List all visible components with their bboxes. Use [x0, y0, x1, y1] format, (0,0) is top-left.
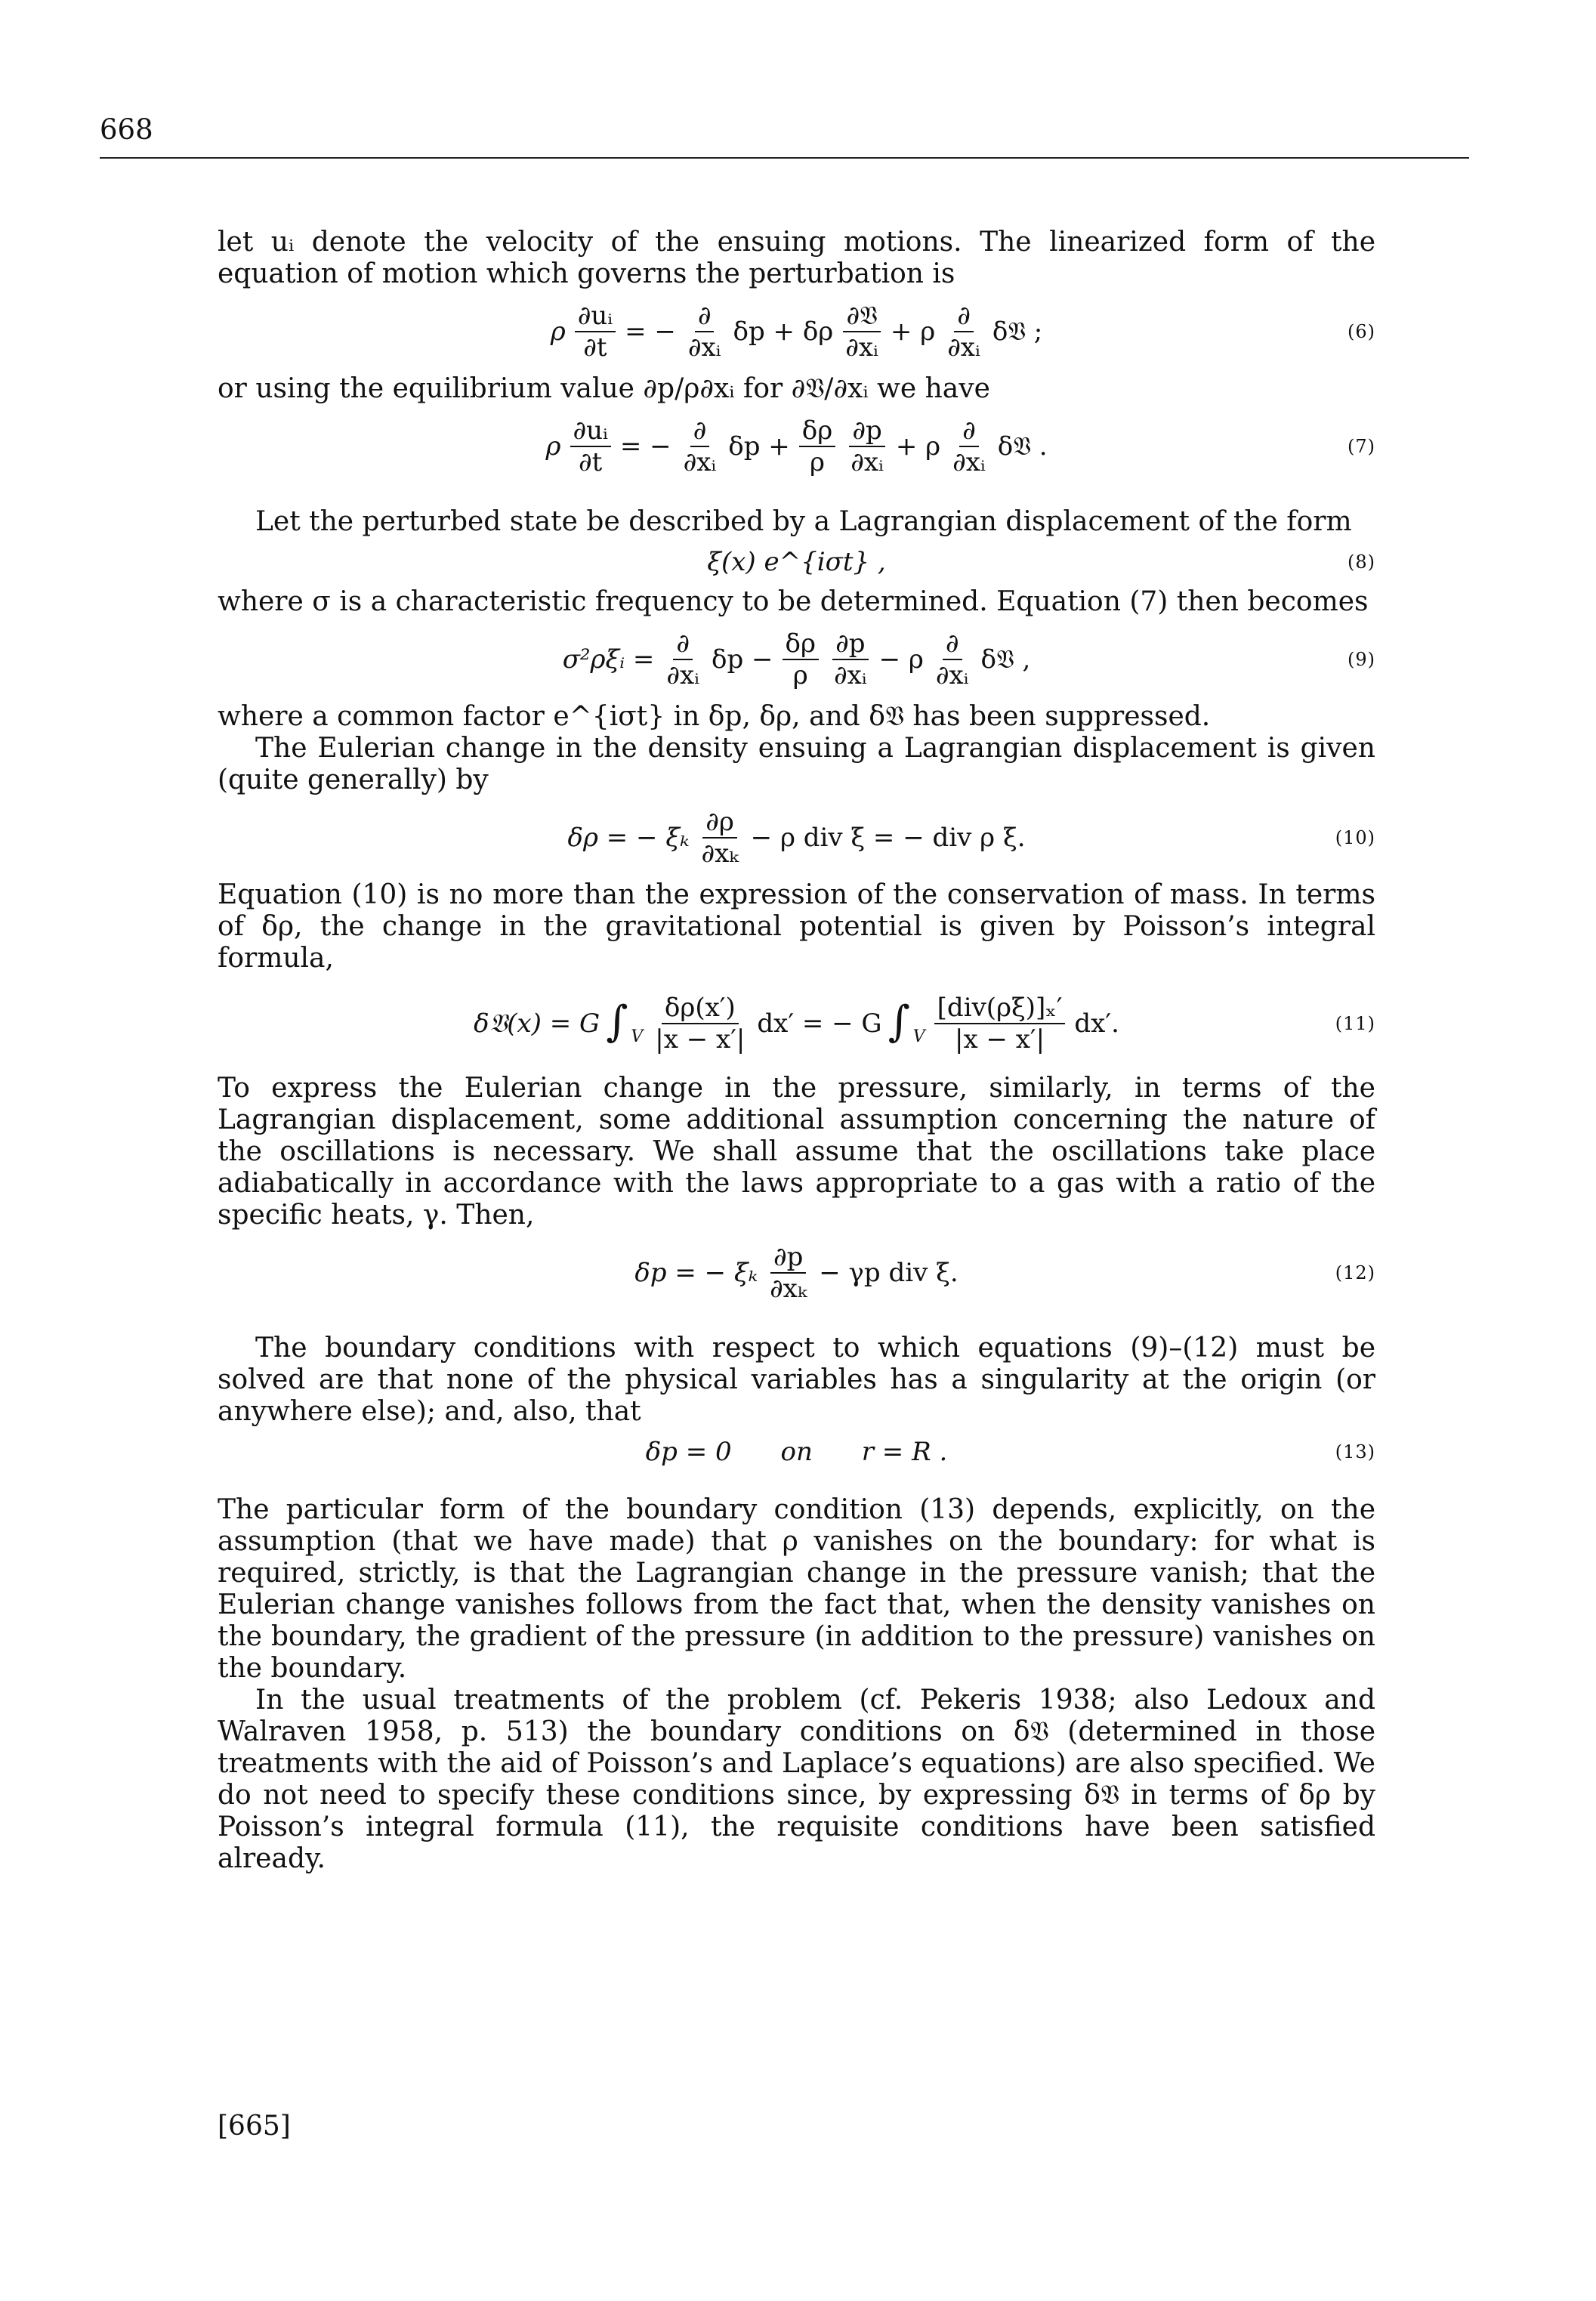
fraction-numerator: [div(ρξ)]ₓ′ — [934, 994, 1066, 1024]
eq-term: δp − — [712, 644, 773, 675]
integral-domain: V — [631, 1027, 644, 1046]
fraction — [934, 994, 1066, 1053]
equation-8 — [218, 538, 1375, 586]
paragraph: In the usual treatments of the problem (cf. Pekeris 1938; also Ledoux and Walraven 1958, p. 513) the boundary conditions on δ𝔙 (determined in those treatments with the aid of Poisson’s and Laplace’s equations) are also specified. We do not need to specify these conditions since, by expressing δ𝔙 in terms of δρ by Poisson’s integral formula (11), the requisite conditions have been satisfied already. — [218, 1685, 1375, 1874]
header-rule — [100, 157, 1469, 159]
integral-domain: V — [912, 1027, 925, 1046]
fraction — [663, 630, 702, 689]
equation-number: (8) — [1347, 551, 1375, 573]
eq-symbol: δp = − ξₖ — [634, 1258, 758, 1288]
fraction — [783, 630, 819, 689]
paragraph: The boundary conditions with respect to which equations (9)–(12) must be solved are that none of the physical variables has a singularity at the origin (or anywhere else); and, also, that — [218, 1333, 1375, 1427]
eq-term: dx′. — [1074, 1008, 1119, 1039]
fraction — [842, 302, 881, 361]
fraction-numerator: ∂p — [770, 1243, 806, 1274]
fraction-numerator: ∂ — [690, 417, 710, 447]
paragraph: To express the Eulerian change in the pressure, similarly, in terms of the Lagrangian displacement, some additional assumption concerning the nature of the oscillations is necessary. We shall assume that the oscillations take place adiabatically in accordance with the laws appropriate to a gas with a ratio of the specific heats, γ. Then, — [218, 1073, 1375, 1231]
fraction-numerator: ∂ — [954, 302, 974, 332]
eq-term: − ρ div ξ = − div ρ ξ. — [750, 823, 1026, 853]
fraction — [698, 808, 741, 867]
equation-13 — [218, 1428, 1375, 1476]
equation-9 — [218, 618, 1375, 701]
fraction — [831, 630, 870, 689]
fraction — [944, 302, 983, 361]
paragraph: The particular form of the boundary condition (13) depends, explicitly, on the assumption (that we have made) that ρ vanishes on the boundary: for what is required, strictly, is that the Lagrangian change in the pressure vanish; that the Eulerian change vanishes follows from the fact that, when the density vanishes on the boundary, the gradient of the pressure (in addition to the pressure) vanishes on the boundary. — [218, 1494, 1375, 1684]
eq-term: dx′ = − G — [757, 1008, 882, 1039]
equation-number: (6) — [1347, 321, 1375, 342]
fraction-numerator: ∂𝔙 — [843, 302, 880, 332]
fraction-denominator: ∂xᵢ — [683, 447, 717, 477]
equation-6 — [218, 290, 1375, 373]
fraction — [767, 1243, 810, 1302]
eq-term: δ𝔙 , — [980, 644, 1031, 675]
equation-10 — [218, 796, 1375, 879]
paragraph: let uᵢ denote the velocity of the ensuing motions. The linearized form of the equation of motion which governs the perturbation is — [218, 227, 1375, 289]
fraction-numerator: ∂ — [943, 630, 962, 660]
fraction-denominator: ∂xᵢ — [947, 332, 980, 363]
fraction-denominator: ∂xᵢ — [845, 332, 878, 363]
equals-sign: = − — [625, 317, 676, 347]
equation-number: (10) — [1335, 827, 1375, 848]
eq-expression: δp = 0 on r = R . — [645, 1437, 948, 1467]
eq-term: δp + — [728, 431, 790, 462]
fraction — [949, 417, 989, 476]
fraction-denominator: ρ — [810, 447, 825, 477]
fraction — [685, 302, 724, 361]
fraction-denominator: ∂xₖ — [770, 1274, 807, 1304]
equation-number: (12) — [1335, 1262, 1375, 1283]
fraction-numerator: δρ(x′) — [662, 994, 739, 1024]
equation-number: (9) — [1347, 649, 1375, 670]
equation-12 — [218, 1231, 1375, 1314]
fraction-denominator: |x − x′| — [955, 1024, 1045, 1055]
fraction-denominator: |x − x′| — [655, 1024, 746, 1055]
fraction-numerator: ∂ — [673, 630, 693, 660]
fraction-denominator: ∂xᵢ — [850, 447, 884, 477]
eq-symbol: σ²ρξᵢ = — [562, 644, 655, 675]
article-body — [218, 227, 1375, 1875]
fraction-numerator: δρ — [799, 417, 835, 447]
equation-number: (7) — [1347, 436, 1375, 457]
eq-expression: ξ(x) e^{iσt} , — [707, 547, 886, 577]
fraction — [652, 994, 748, 1053]
integral-sign: ∫ — [888, 997, 910, 1046]
fraction — [799, 417, 835, 476]
fraction-denominator: ∂xᵢ — [687, 332, 721, 363]
fraction-numerator: ∂p — [849, 417, 884, 447]
fraction-numerator: ∂ — [959, 417, 979, 447]
fraction — [681, 417, 720, 476]
eq-symbol: δρ = − ξₖ — [567, 823, 690, 853]
paragraph: Equation (10) is no more than the expression of the conservation of mass. In terms of δρ, the change in the gravitational potential is given by Poisson’s integral formula, — [218, 879, 1375, 974]
eq-term: + ρ — [890, 317, 936, 347]
fraction-denominator: ∂xᵢ — [952, 447, 986, 477]
fraction-numerator: δρ — [783, 630, 819, 660]
eq-term: δp + δρ — [733, 317, 834, 347]
eq-symbol: ρ — [545, 431, 561, 462]
paragraph: The Eulerian change in the density ensuing a Lagrangian displacement is given (quite generally) by — [218, 733, 1375, 795]
fraction — [847, 417, 887, 476]
fraction-denominator: ∂xᵢ — [834, 660, 867, 690]
eq-term: δ𝔙 . — [997, 431, 1048, 462]
fraction — [933, 630, 972, 689]
paragraph: Let the perturbed state be described by a Lagrangian displacement of the form — [255, 506, 1352, 537]
equals-sign: = − — [619, 431, 671, 462]
paragraph: or using the equilibrium value ∂p/ρ∂xᵢ for ∂𝔙/∂xᵢ we have — [218, 373, 990, 404]
fraction-denominator: ∂xₖ — [701, 839, 739, 869]
eq-term: + ρ — [895, 431, 941, 462]
fraction-denominator: ∂xᵢ — [666, 660, 700, 690]
eq-symbol: δ𝔙(x) = G — [474, 1008, 600, 1039]
fraction-numerator: ∂uᵢ — [570, 417, 611, 447]
equation-number: (13) — [1335, 1441, 1375, 1462]
paragraph: where σ is a characteristic frequency to be determined. Equation (7) then becomes — [218, 586, 1369, 617]
eq-term: δ𝔙 ; — [992, 317, 1043, 347]
fraction-denominator: ∂t — [583, 332, 607, 363]
equation-number: (11) — [1335, 1013, 1375, 1034]
paragraph: where a common factor e^{iσt} in δp, δρ, and δ𝔙 has been suppressed. — [218, 701, 1211, 732]
integral-sign: ∫ — [606, 997, 628, 1046]
fraction-denominator: ∂xᵢ — [935, 660, 969, 690]
fraction-numerator: ∂p — [832, 630, 868, 660]
original-page-reference: [665] — [218, 2111, 291, 2142]
eq-term: − ρ — [878, 644, 924, 675]
equation-11 — [218, 974, 1375, 1073]
eq-symbol: ρ — [550, 317, 566, 347]
fraction-numerator: ∂ρ — [702, 808, 737, 839]
eq-term: − γp div ξ. — [819, 1258, 959, 1288]
fraction-denominator: ∂t — [579, 447, 603, 477]
fraction-denominator: ρ — [792, 660, 808, 690]
page-number: 668 — [100, 113, 153, 146]
fraction — [575, 302, 616, 361]
equation-7 — [218, 405, 1375, 488]
fraction-numerator: ∂uᵢ — [575, 302, 616, 332]
fraction-numerator: ∂ — [695, 302, 715, 332]
fraction — [570, 417, 611, 476]
